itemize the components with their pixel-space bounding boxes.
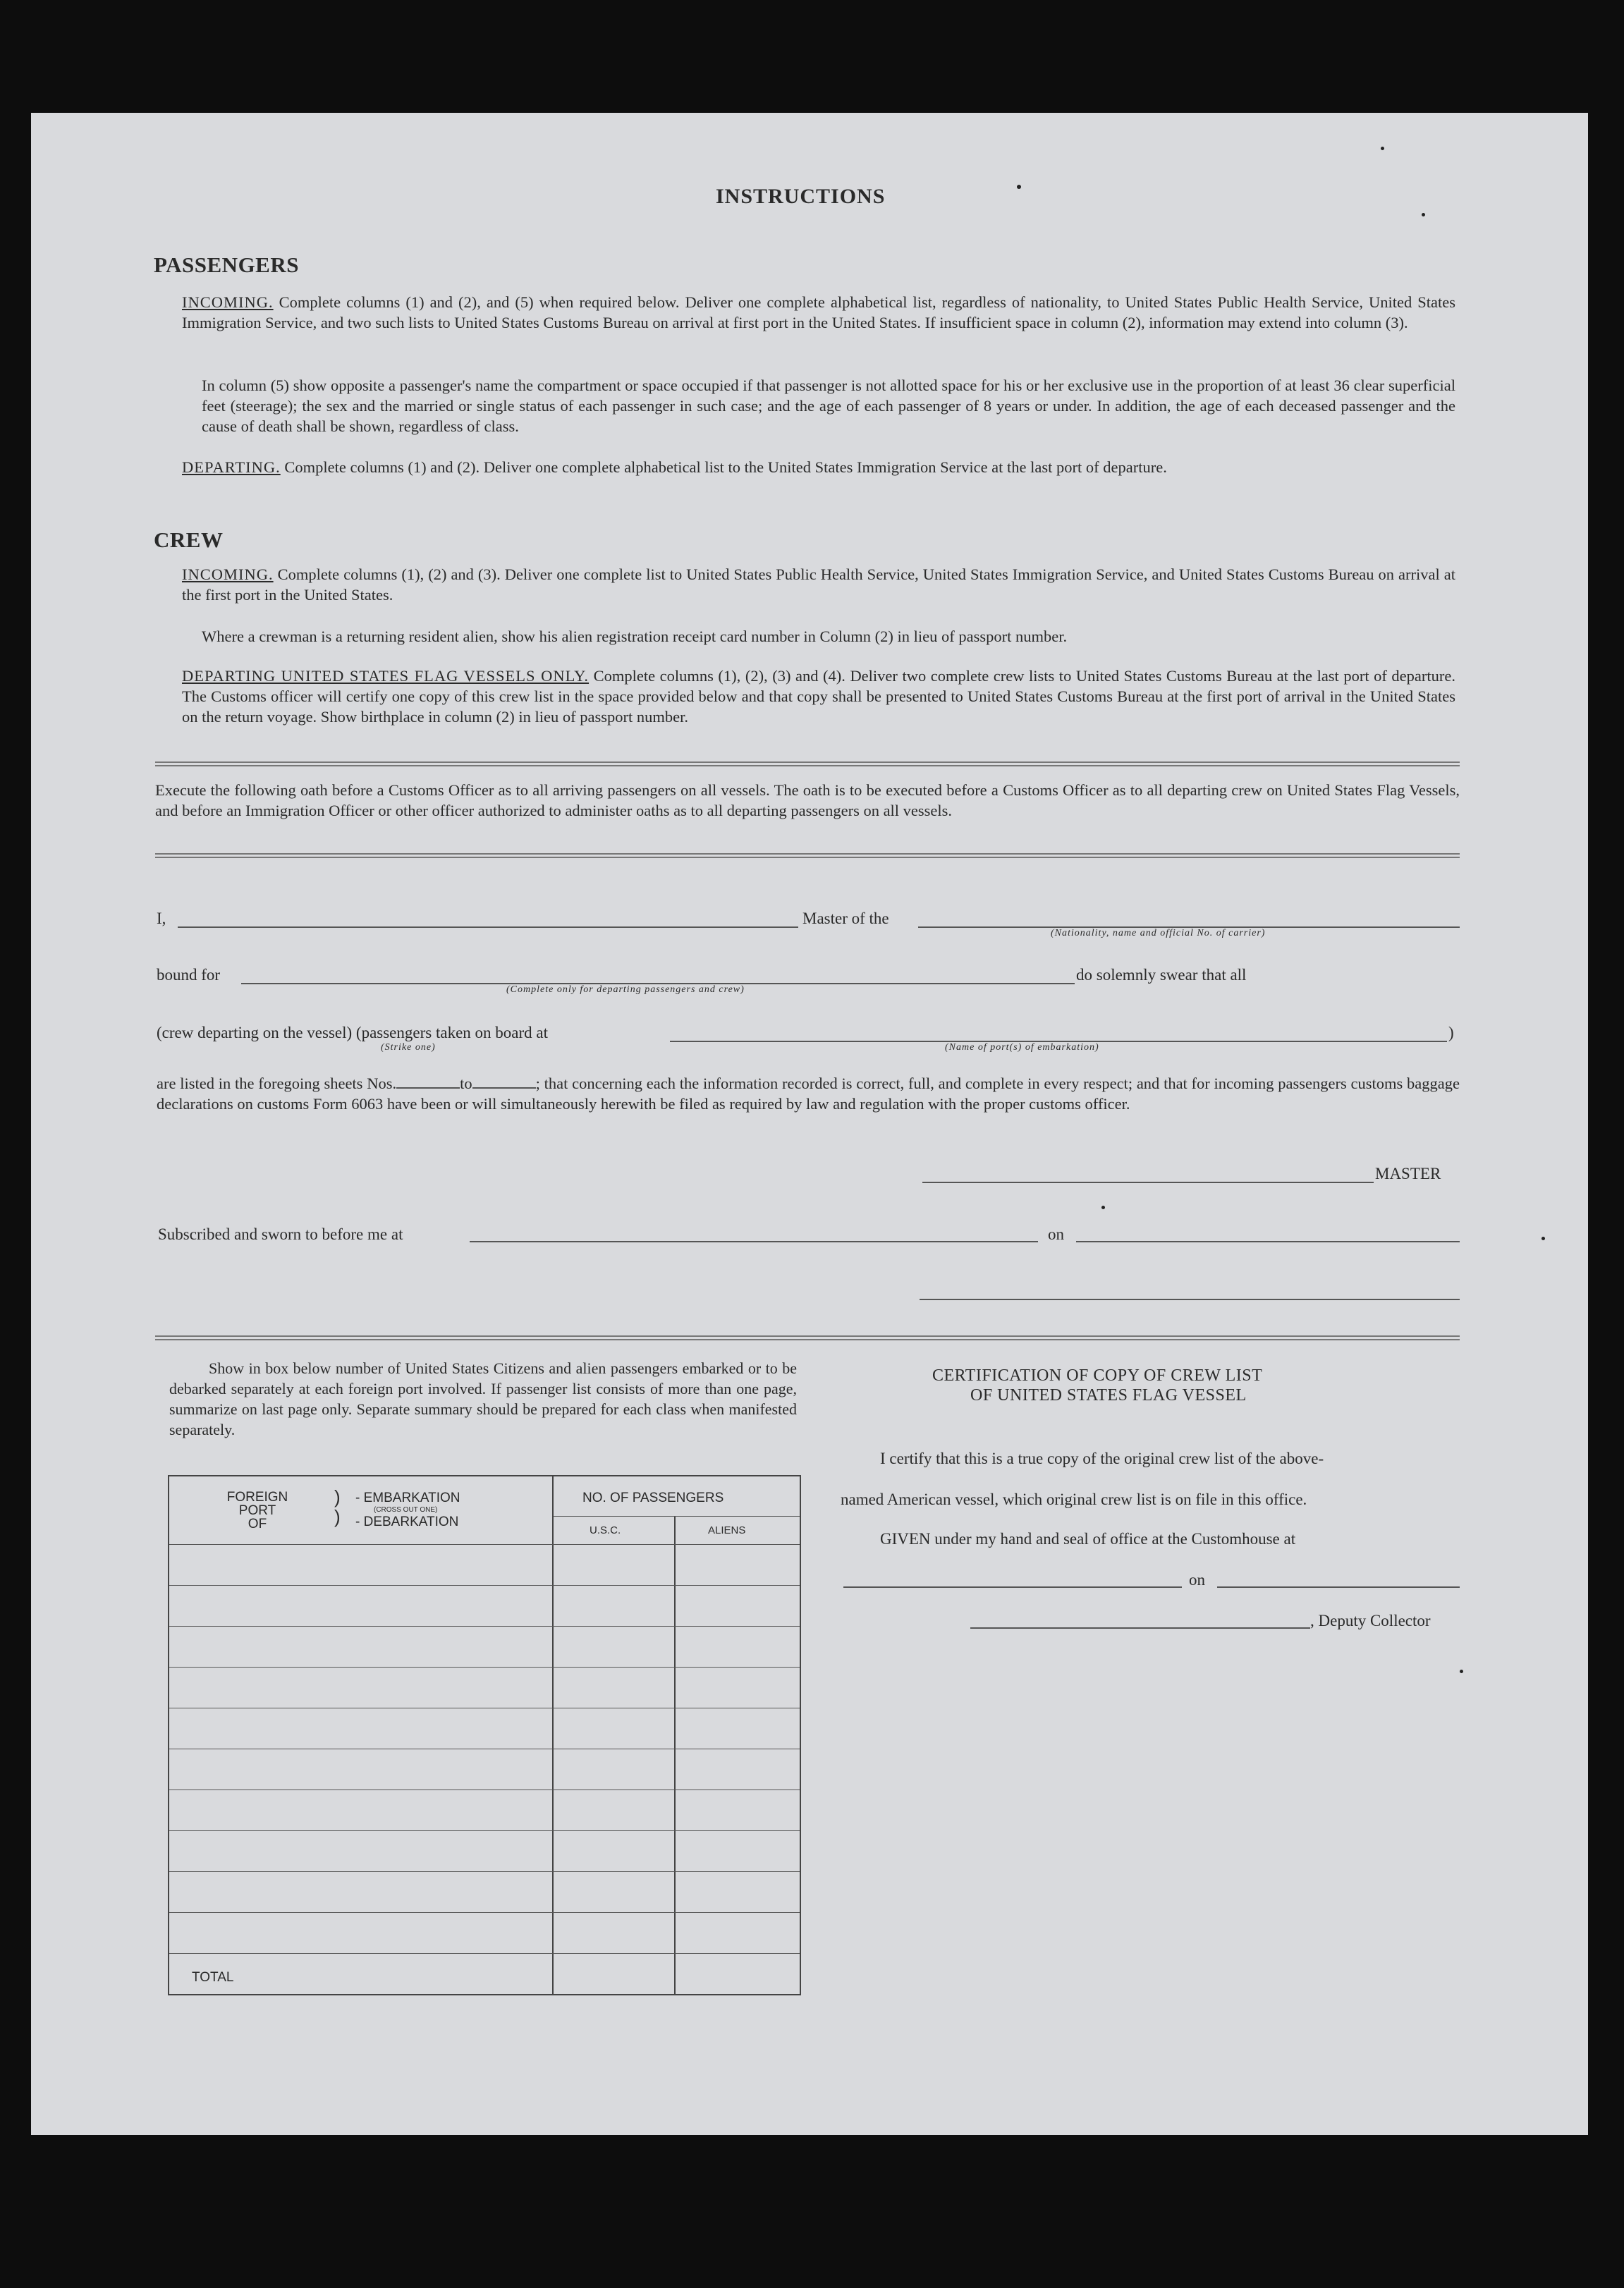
summary-table-divider-port	[552, 1475, 554, 1994]
summary-total-label: TOTAL	[192, 1970, 234, 1985]
certification-place-line	[843, 1586, 1182, 1588]
divider-3	[155, 1335, 1460, 1340]
master-signature-line	[922, 1182, 1374, 1183]
subscribed-date-line	[1076, 1241, 1460, 1242]
summary-cross-out: (CROSS OUT ONE)	[374, 1506, 438, 1514]
summary-row-rule	[169, 1667, 800, 1668]
certification-text-2: named American vessel, which original crew list is on file in this office.	[841, 1491, 1307, 1508]
summary-row-rule	[169, 1912, 800, 1913]
deputy-collector-label: , Deputy Collector	[1310, 1612, 1431, 1629]
certification-on: on	[1189, 1571, 1205, 1589]
master-label: MASTER	[1375, 1165, 1441, 1182]
summary-debarkation: - DEBARKATION	[355, 1515, 459, 1529]
summary-instruction: Show in box below number of United States Citizens and alien passengers embarked or to be debarked separately at each foreign port involved. If passenger list consists of more than one page, summarize on last page only. Separate summary should be prepared for each class when manifested separately.	[169, 1359, 797, 1438]
crew-heading: CREW	[154, 527, 224, 552]
summary-embarkation: - EMBARKATION	[355, 1491, 460, 1505]
certification-date-line	[1217, 1586, 1460, 1588]
summary-row-rule	[169, 1830, 800, 1831]
subscribed-place-line	[470, 1241, 1038, 1242]
passengers-column5-paragraph: In column (5) show opposite a passenger's name the compartment or space occupied if that passenger is not allotted space for his or her exclusive use in the proportion of at least 36 clear superficial feet (steerage); the sex and the married or single status of each passenger in such case; and the age of each passenger of 8 years or under. In addition, the age of each deceased passenger and the cause of death shall be shown, regardless of class.	[202, 377, 1455, 435]
summary-foreign: FOREIGN	[226, 1490, 288, 1505]
passengers-heading: PASSENGERS	[154, 252, 299, 277]
scan-speck	[1541, 1237, 1545, 1240]
oath-bound-caption: (Complete only for departing passengers and crew)	[506, 984, 745, 995]
summary-aliens-header: ALIENS	[708, 1524, 746, 1536]
certification-given: GIVEN under my hand and seal of office at the Customhouse at	[880, 1530, 1296, 1548]
summary-of: OF	[248, 1517, 267, 1531]
scan-speck	[1422, 213, 1425, 216]
passengers-incoming-lead: INCOMING.	[182, 293, 274, 311]
summary-row-rule	[169, 1626, 800, 1627]
oath-carrier-caption: (Nationality, name and official No. of carrier)	[1051, 928, 1266, 938]
oath-bound-for: bound for	[157, 966, 221, 984]
passengers-incoming-paragraph	[182, 292, 1455, 333]
oath-listed-paragraph	[157, 1073, 1460, 1114]
oath-strike-caption: (Strike one)	[381, 1042, 436, 1053]
oath-nos-from-line	[396, 1087, 460, 1089]
crew-incoming-text: Complete columns (1), (2) and (3). Deliver one complete list to United States Public Health Service, United States Immigration Service, and United States Customs Bureau on arrival at the first port in the United States.	[182, 565, 1455, 604]
oath-port-caption: (Name of port(s) of embarkation)	[945, 1042, 1099, 1053]
summary-row-rule	[169, 1871, 800, 1872]
oath-listed-start: are listed in the foregoing sheets Nos.	[157, 1075, 397, 1092]
oath-i-label: I,	[157, 910, 166, 927]
passengers-departing-paragraph	[182, 457, 1455, 477]
oath-listed-rest: ; that concerning each the information recorded is correct, full, and complete in every respect; and that for incoming passengers customs baggage declarations on customs Form 6063 have been or will simultaneously herewith be filed as required by law and regulation with the proper customs officer.	[157, 1075, 1460, 1113]
certification-heading-1: CERTIFICATION OF COPY OF CREW LIST	[932, 1366, 1263, 1385]
summary-usc-header: U.S.C.	[590, 1524, 621, 1536]
oath-crew-paren: (crew departing on the vessel) (passengers taken on board at	[157, 1024, 548, 1041]
summary-passengers-rule	[554, 1516, 800, 1517]
summary-brace-bottom: )	[334, 1506, 341, 1527]
summary-header-rule	[169, 1544, 800, 1545]
crew-incoming-paragraph	[182, 564, 1455, 605]
scan-speck	[1460, 1670, 1463, 1673]
oath-instruction: Execute the following oath before a Customs Officer as to all arriving passengers on all vessels. The oath is to be executed before a Customs Officer as to all departing crew on United States Flag Vessels, and before an Immigration Officer or other officer authorized to administer oaths as to all departing passengers on all vessels.	[155, 781, 1460, 819]
page-title: INSTRUCTIONS	[716, 185, 886, 208]
crew-departing-lead: DEPARTING UNITED STATES FLAG VESSELS ONLY.	[182, 667, 590, 685]
scan-speck	[1381, 147, 1384, 150]
subscribed-label: Subscribed and sworn to before me at	[158, 1225, 403, 1243]
summary-foreign-port-of	[212, 1491, 303, 1531]
subscribed-on: on	[1048, 1225, 1064, 1243]
officer-signature-line	[920, 1299, 1460, 1300]
crew-departing-paragraph	[182, 666, 1455, 727]
crew-departing-text: Complete columns (1), (2), (3) and (4). Deliver two complete crew lists to United States Customs Bureau at the last port of departure. The Customs officer will certify one copy of this crew list in the space provided below and that copy shall be presented to United States Customs Bureau at the first port of arrival in the United States on the return voyage. Show birthplace in column (2) in lieu of passport number.	[182, 667, 1455, 726]
oath-swear: do solemnly swear that all	[1076, 966, 1247, 984]
summary-brace-top: )	[334, 1486, 341, 1507]
summary-row-rule	[169, 1953, 800, 1954]
divider-2	[155, 853, 1460, 858]
oath-master-of-the: Master of the	[802, 910, 889, 927]
oath-to: to	[460, 1075, 472, 1092]
summary-no-of-passengers: NO. OF PASSENGERS	[582, 1491, 724, 1505]
certification-text-1: I certify that this is a true copy of the original crew list of the above-	[880, 1450, 1324, 1467]
crew-resident-paragraph: Where a crewman is a returning resident alien, show his alien registration receipt card number in Column (2) in lieu of passport number.	[202, 628, 1068, 645]
scan-speck	[1101, 1206, 1105, 1209]
summary-table-divider-usc	[674, 1516, 676, 1994]
oath-name-line	[178, 926, 798, 928]
certification-heading-2: OF UNITED STATES FLAG VESSEL	[970, 1386, 1247, 1405]
summary-port: PORT	[238, 1503, 276, 1518]
passengers-departing-lead: DEPARTING.	[182, 458, 281, 476]
oath-close-paren: )	[1448, 1024, 1454, 1041]
summary-table	[168, 1475, 801, 1995]
oath-nos-to-line	[472, 1087, 536, 1089]
crew-incoming-lead: INCOMING.	[182, 565, 274, 583]
scan-speck	[1017, 185, 1021, 189]
passengers-departing-text: Complete columns (1) and (2). Deliver one complete alphabetical list to the United States Immigration Service at the last port of departure.	[284, 458, 1167, 476]
passengers-incoming-text: Complete columns (1) and (2), and (5) when required below. Deliver one complete alphabetical list, regardless of nationality, to United States Public Health Service, United States Immigration Service, and two such lists to United States Customs Bureau on arrival at first port in the United States. If insufficient space in column (2), information may extend into column (3).	[182, 293, 1456, 331]
summary-row-rule	[169, 1585, 800, 1586]
deputy-signature-line	[970, 1627, 1310, 1629]
divider-1	[155, 761, 1460, 766]
